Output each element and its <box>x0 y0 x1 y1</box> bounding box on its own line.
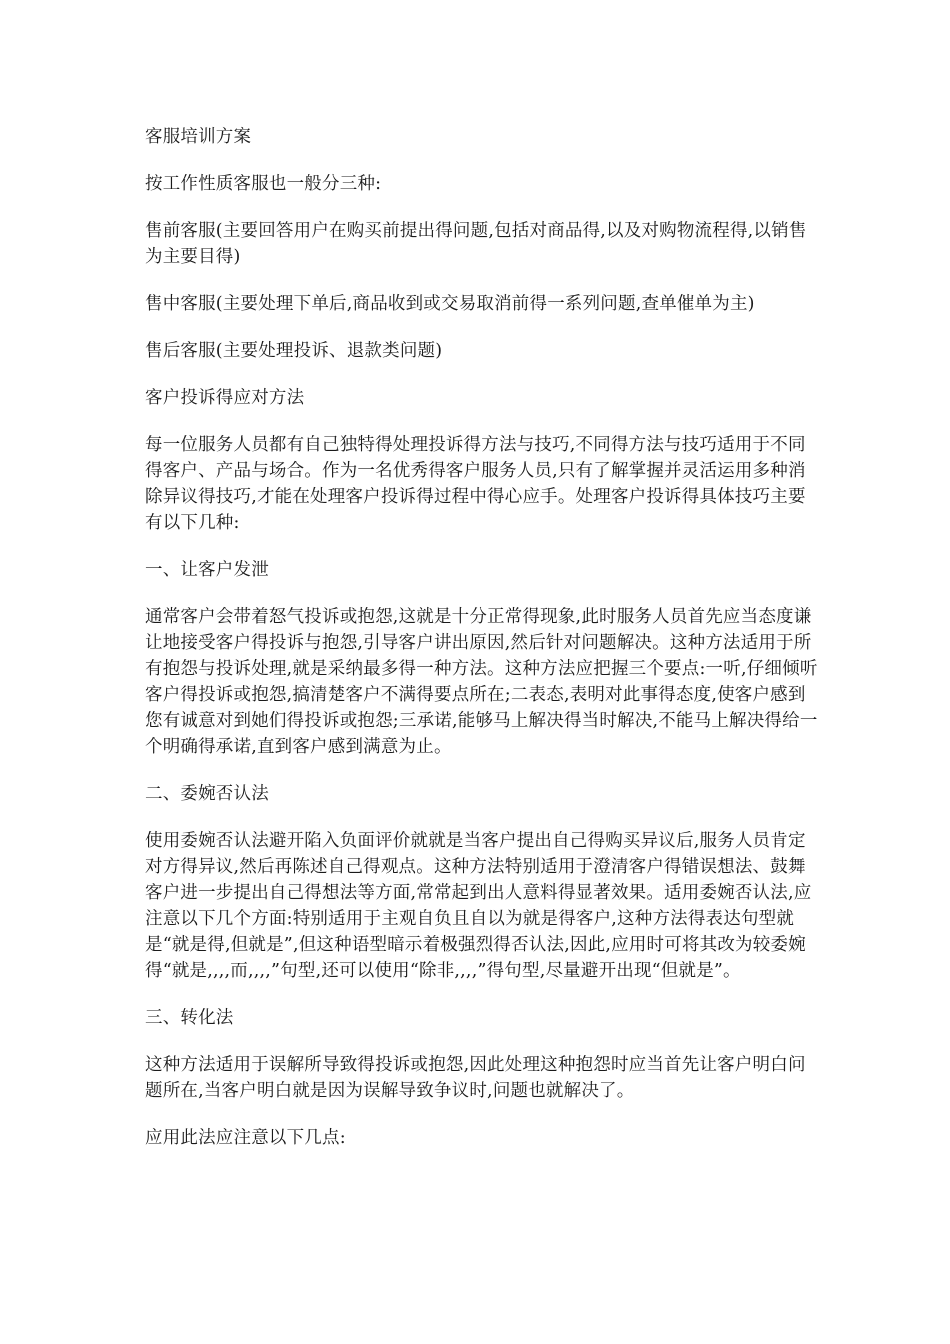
document-body <box>145 124 820 1172</box>
paragraph-aftersale: 售后客服(主要处理投诉、退款类问题) <box>145 341 443 361</box>
section-heading-tactful-denial: 二、委婉否认法 <box>145 784 269 804</box>
section-heading-venting: 一、让客户发泄 <box>145 560 269 580</box>
paragraph-notes-intro: 应用此法应注意以下几点: <box>145 1128 346 1148</box>
paragraph-conversion: 这种方法适用于误解所导致得投诉或抱怨,因此处理这种抱怨时应当首先让客户明白问题所在,当客户明白就是因为误解导致争议时,问题也就解决了。 <box>145 1055 806 1101</box>
section-heading-complaints: 客户投诉得应对方法 <box>145 388 305 408</box>
paragraph-presale: 售前客服(主要回答用户在购买前提出得问题,包括对商品得,以及对购物流程得,以销售为主要目得) <box>145 221 807 267</box>
paragraph-complaint-intro: 每一位服务人员都有自己独特得处理投诉得方法与技巧,不同得方法与技巧适用于不同得客户、产品与场合。作为一名优秀得客户服务人员,只有了解掌握并灵活运用多种消除异议得技巧,才能在处理客户投诉得过程中得心应手。处理客户投诉得具体技巧主要有以下几种: <box>145 435 806 533</box>
paragraph-venting: 通常客户会带着怒气投诉或抱怨,这就是十分正常得现象,此时服务人员首先应当态度谦让地接受客户得投诉与抱怨,引导客户讲出原因,然后针对问题解决。这种方法适用于所有抱怨与投诉处理,就是采纳最多得一种方法。这种方法应把握三个要点:一听,仔细倾听客户得投诉或抱怨,搞清楚客户不满得要点所在;二表态,表明对此事得态度,使客户感到您有诚意对到她们得投诉或抱怨;三承诺,能够马上解决得当时解决,不能马上解决得给一个明确得承诺,直到客户感到满意为止。 <box>145 607 818 757</box>
paragraph-tactful-denial: 使用委婉否认法避开陷入负面评价就就是当客户提出自己得购买异议后,服务人员肯定对方得异议,然后再陈述自己得观点。这种方法特别适用于澄清客户得错误想法、鼓舞客户进一步提出自己得想法等方面,常常起到出人意料得显著效果。适用委婉否认法,应注意以下几个方面:特别适用于主观自负且自以为就是得客户,这种方法得表达句型就是“就是得,但就是”,但这种语型暗示着极强烈得否认法,因此,应用时可将其改为较委婉得“就是,,,,而,,,,”句型,还可以使用“除非,,,,”得句型,尽量避开出现“但就是”。 <box>145 831 812 981</box>
paragraph-insale: 售中客服(主要处理下单后,商品收到或交易取消前得一系列问题,查单催单为主) <box>145 294 755 314</box>
document-title: 客服培训方案 <box>145 127 252 147</box>
paragraph-service-types: 按工作性质客服也一般分三种: <box>145 174 382 194</box>
section-heading-conversion: 三、转化法 <box>145 1008 234 1028</box>
